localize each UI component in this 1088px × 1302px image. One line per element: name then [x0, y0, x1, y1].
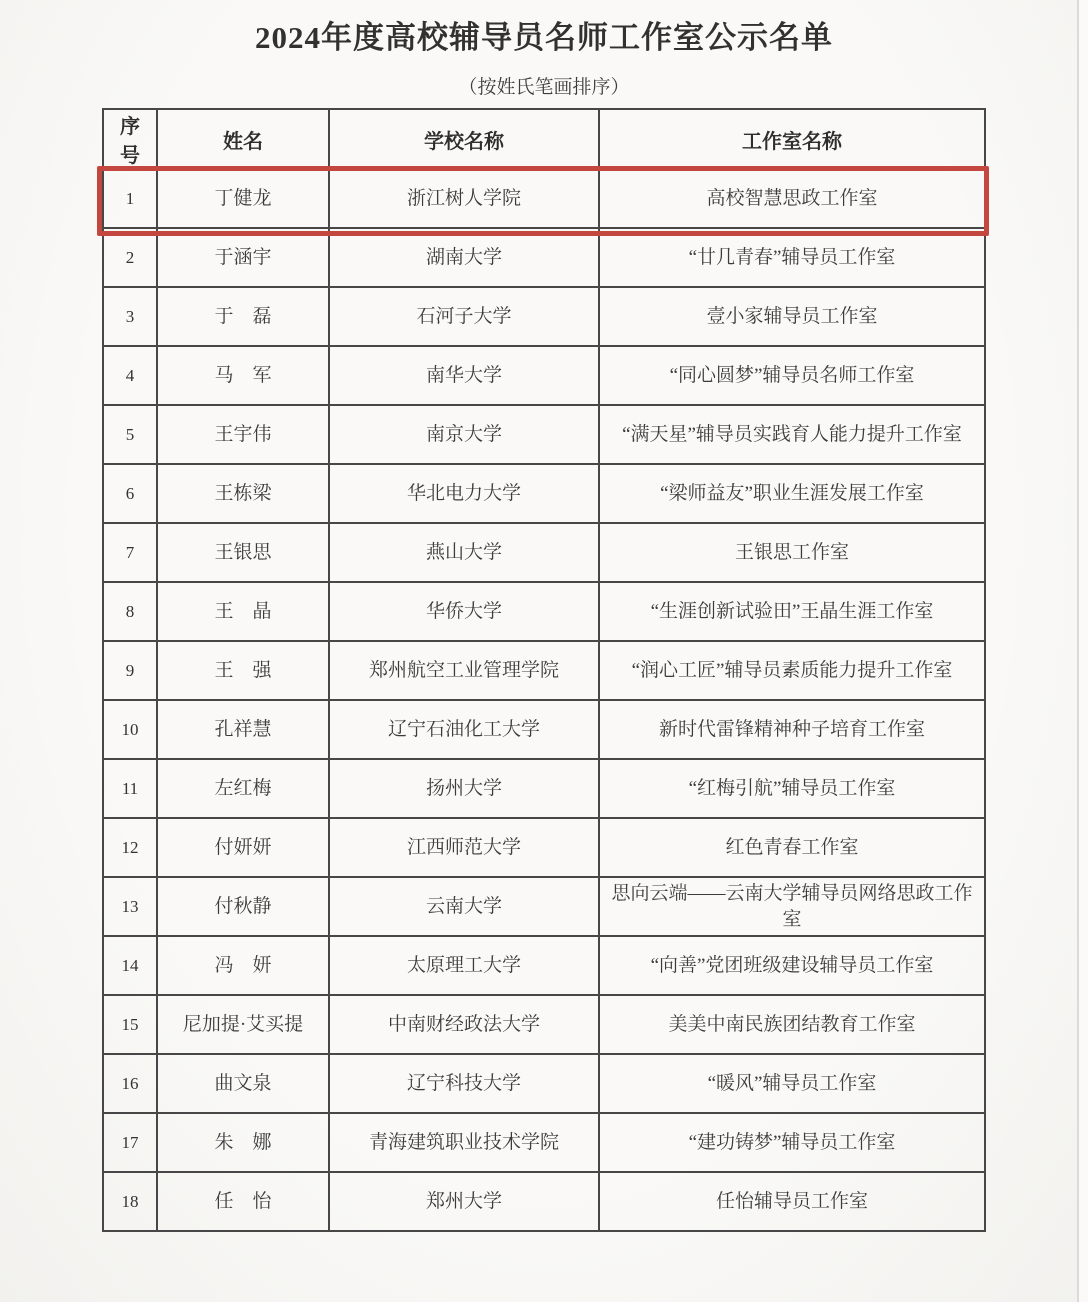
- cell-no: 2: [103, 228, 157, 287]
- cell-no: 7: [103, 523, 157, 582]
- cell-name: 左红梅: [157, 759, 329, 818]
- cell-studio: “梁师益友”职业生涯发展工作室: [599, 464, 985, 523]
- cell-no: 14: [103, 936, 157, 995]
- table-row: [103, 995, 985, 1054]
- cell-school: 郑州大学: [329, 1172, 599, 1231]
- table-row: [103, 523, 985, 582]
- cell-school: 华侨大学: [329, 582, 599, 641]
- cell-name: 王宇伟: [157, 405, 329, 464]
- cell-no: 8: [103, 582, 157, 641]
- cell-school: 浙江树人学院: [329, 169, 599, 228]
- cell-name: 于 磊: [157, 287, 329, 346]
- table-row: [103, 228, 985, 287]
- cell-school: 青海建筑职业技术学院: [329, 1113, 599, 1172]
- page-edge-line: [1077, 0, 1079, 1302]
- table-row: [103, 641, 985, 700]
- cell-name: 曲文泉: [157, 1054, 329, 1113]
- cell-name: 付妍妍: [157, 818, 329, 877]
- cell-school: 辽宁石油化工大学: [329, 700, 599, 759]
- cell-no: 1: [103, 169, 157, 228]
- cell-no: 5: [103, 405, 157, 464]
- cell-no: 9: [103, 641, 157, 700]
- cell-studio: 壹小家辅导员工作室: [599, 287, 985, 346]
- cell-studio: “同心圆梦”辅导员名师工作室: [599, 346, 985, 405]
- cell-studio: 新时代雷锋精神种子培育工作室: [599, 700, 985, 759]
- cell-school: 郑州航空工业管理学院: [329, 641, 599, 700]
- table-row: [103, 1054, 985, 1113]
- cell-name: 于涵宇: [157, 228, 329, 287]
- cell-name: 马 军: [157, 346, 329, 405]
- cell-no: 18: [103, 1172, 157, 1231]
- column-header-name: 姓名: [157, 109, 329, 169]
- cell-name: 王栋梁: [157, 464, 329, 523]
- cell-school: 南京大学: [329, 405, 599, 464]
- cell-school: 华北电力大学: [329, 464, 599, 523]
- cell-school: 湖南大学: [329, 228, 599, 287]
- cell-school: 中南财经政法大学: [329, 995, 599, 1054]
- cell-studio: 思向云端——云南大学辅导员网络思政工作室: [599, 877, 985, 936]
- table-row: [103, 405, 985, 464]
- cell-school: 江西师范大学: [329, 818, 599, 877]
- cell-studio: “建功铸梦”辅导员工作室: [599, 1113, 985, 1172]
- column-header-school: 学校名称: [329, 109, 599, 169]
- table-row: [103, 1172, 985, 1231]
- table-row: [103, 818, 985, 877]
- cell-name: 王 强: [157, 641, 329, 700]
- column-header-no: 序号: [103, 109, 157, 169]
- cell-studio: “向善”党团班级建设辅导员工作室: [599, 936, 985, 995]
- table-row: [103, 346, 985, 405]
- cell-studio: “润心工匠”辅导员素质能力提升工作室: [599, 641, 985, 700]
- table-row: [103, 877, 985, 936]
- cell-no: 10: [103, 700, 157, 759]
- table-row: [103, 169, 985, 228]
- cell-studio: “廿几青春”辅导员工作室: [599, 228, 985, 287]
- cell-studio: 任怡辅导员工作室: [599, 1172, 985, 1231]
- cell-no: 4: [103, 346, 157, 405]
- column-header-studio: 工作室名称: [599, 109, 985, 169]
- cell-no: 12: [103, 818, 157, 877]
- cell-studio: 红色青春工作室: [599, 818, 985, 877]
- table-row: [103, 287, 985, 346]
- cell-studio: “红梅引航”辅导员工作室: [599, 759, 985, 818]
- cell-name: 付秋静: [157, 877, 329, 936]
- cell-no: 15: [103, 995, 157, 1054]
- table-row: [103, 582, 985, 641]
- cell-name: 尼加提·艾买提: [157, 995, 329, 1054]
- page-edge-margin: [1079, 0, 1088, 1302]
- page-title: 2024年度高校辅导员名师工作室公示名单: [255, 20, 833, 55]
- cell-studio: 高校智慧思政工作室: [599, 169, 985, 228]
- cell-no: 3: [103, 287, 157, 346]
- cell-school: 云南大学: [329, 877, 599, 936]
- roster-table-container: [102, 108, 984, 1232]
- cell-no: 11: [103, 759, 157, 818]
- cell-no: 13: [103, 877, 157, 936]
- cell-name: 丁健龙: [157, 169, 329, 228]
- roster-table: [102, 108, 986, 1232]
- table-row: [103, 464, 985, 523]
- cell-school: 太原理工大学: [329, 936, 599, 995]
- table-row: [103, 1113, 985, 1172]
- cell-school: 石河子大学: [329, 287, 599, 346]
- table-row: [103, 759, 985, 818]
- cell-name: 王银思: [157, 523, 329, 582]
- cell-school: 辽宁科技大学: [329, 1054, 599, 1113]
- cell-no: 16: [103, 1054, 157, 1113]
- cell-studio: “满天星”辅导员实践育人能力提升工作室: [599, 405, 985, 464]
- table-row: [103, 700, 985, 759]
- cell-studio: 王银思工作室: [599, 523, 985, 582]
- cell-studio: “生涯创新试验田”王晶生涯工作室: [599, 582, 985, 641]
- page-subtitle: （按姓氏笔画排序）: [458, 77, 630, 98]
- cell-no: 6: [103, 464, 157, 523]
- cell-name: 孔祥慧: [157, 700, 329, 759]
- cell-name: 朱 娜: [157, 1113, 329, 1172]
- table-body: [103, 169, 985, 1231]
- cell-school: 扬州大学: [329, 759, 599, 818]
- cell-studio: 美美中南民族团结教育工作室: [599, 995, 985, 1054]
- cell-studio: “暖风”辅导员工作室: [599, 1054, 985, 1113]
- table-row: [103, 936, 985, 995]
- cell-name: 王 晶: [157, 582, 329, 641]
- cell-school: 燕山大学: [329, 523, 599, 582]
- cell-name: 冯 妍: [157, 936, 329, 995]
- table-header-row: [103, 109, 985, 169]
- cell-no: 17: [103, 1113, 157, 1172]
- cell-school: 南华大学: [329, 346, 599, 405]
- cell-name: 任 怡: [157, 1172, 329, 1231]
